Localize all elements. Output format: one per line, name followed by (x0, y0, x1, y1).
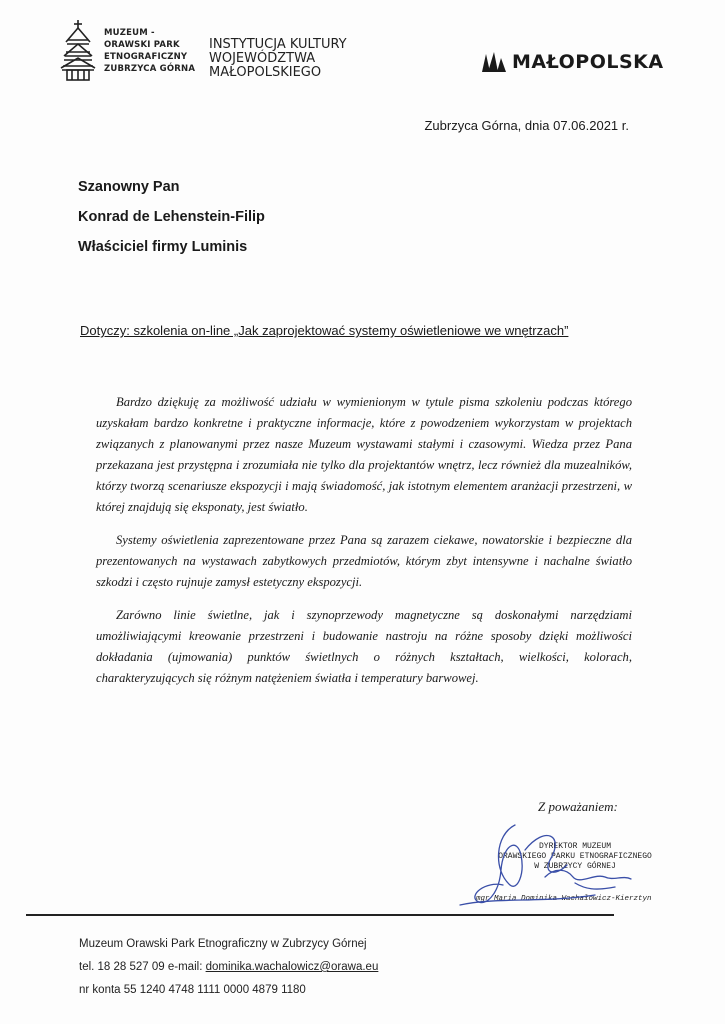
addressee-line: Właściciel firmy Luminis (78, 239, 248, 255)
director-stamp (480, 842, 670, 872)
stamp-line: W ZUBRZYCY GÓRNEJ (534, 862, 616, 871)
footer-email-link[interactable]: dominika.wachalowicz@orawa.eu (205, 961, 379, 973)
body-paragraph: Systemy oświetlenia zaprezentowane przez Pana są zarazem ciekawe, nowatorskie i bezpieczne dla prezentowanych na wystawach zabytkowych przedmiotów, którym zbyt intensywne i nachalne światło szkodzi i często rujnuje zamysł estetyczny ekspozycji. (96, 533, 632, 589)
wooden-church-icon (58, 18, 98, 82)
malopolska-name: MAŁOPOLSKA (512, 51, 664, 73)
stamp-signatory-name: mgr Maria Dominika Wachałowicz-Kierztyn (476, 895, 652, 903)
museum-logo-line: ORAWSKI PARK (104, 40, 180, 50)
institution-line: INSTYTUCJA KULTURY (209, 37, 347, 52)
body-paragraph: Zarówno linie świetlne, jak i szynoprzewody magnetyczne są doskonałymi narzędziami umożliwiającymi kreowanie przestrzeni i budowanie nastroju na różne sposoby dzięki możliwości dokładania (ujmowania) punktów świetlnych o różnych kształtach, wielkości, kolorach, charakteryzujących się różnym natężeniem światła i temperatury barwowej. (96, 608, 632, 685)
footer-contact (79, 956, 378, 979)
footer-phone: tel. 18 28 527 09 e-mail: (79, 961, 206, 973)
addressee-line: Szanowny Pan (78, 179, 180, 195)
museum-logo-line: ETNOGRAFICZNY (104, 52, 188, 62)
malopolska-m-icon (480, 50, 508, 74)
museum-logo-line: ZUBRZYCA GÓRNA (104, 64, 196, 74)
addressee-line: Konrad de Lehenstein-Filip (78, 209, 265, 225)
letter-subject: Dotyczy: szkolenia on-line „Jak zaprojektować systemy oświetleniowe we wnętrzach” (80, 323, 569, 338)
stamp-line: ORAWSKIEGO PARKU ETNOGRAFICZNEGO (498, 852, 652, 861)
museum-logo-line: MUZEUM - (104, 28, 155, 38)
museum-logo-text (104, 27, 195, 75)
institution-line: MAŁOPOLSKIEGO (209, 65, 322, 80)
addressee-block (78, 172, 265, 262)
footer-org: Muzeum Orawski Park Etnograficzny w Zubrzycy Górnej (79, 938, 367, 950)
body-paragraph: Bardzo dziękuję za możliwość udziału w wymienionym w tytule pisma szkoleniu podczas którego uzyskałam bardzo konkretne i praktyczne informacje, które z powodzeniem wykorzystam w projektach związanych z planowanymi przez nasze Muzeum wystawami stałymi i czasowymi. Wiedza przez Pana przekazana jest przystępna i zrozumiała nie tylko dla projektantów wnętrz, lecz również dla muzealników, którzy tworzą scenariusze ekspozycji i mają świadomość, jak istotnym elementem aranżacji przestrzeni, w której znajdują się eksponaty, jest światło. (96, 395, 632, 514)
letter-date: Zubrzyca Górna, dnia 07.06.2021 r. (424, 118, 629, 133)
footer (79, 933, 378, 1002)
footer-account: nr konta 55 1240 4748 1111 0000 4879 1180 (79, 984, 306, 996)
institution-name (209, 38, 347, 80)
institution-line: WOJEWÓDZTWA (209, 51, 316, 66)
letter-body (96, 392, 632, 701)
closing-phrase: Z poważaniem: (538, 799, 618, 814)
footer-divider (26, 914, 614, 916)
stamp-line: DYREKTOR MUZEUM (538, 842, 611, 851)
malopolska-logo (480, 50, 664, 74)
